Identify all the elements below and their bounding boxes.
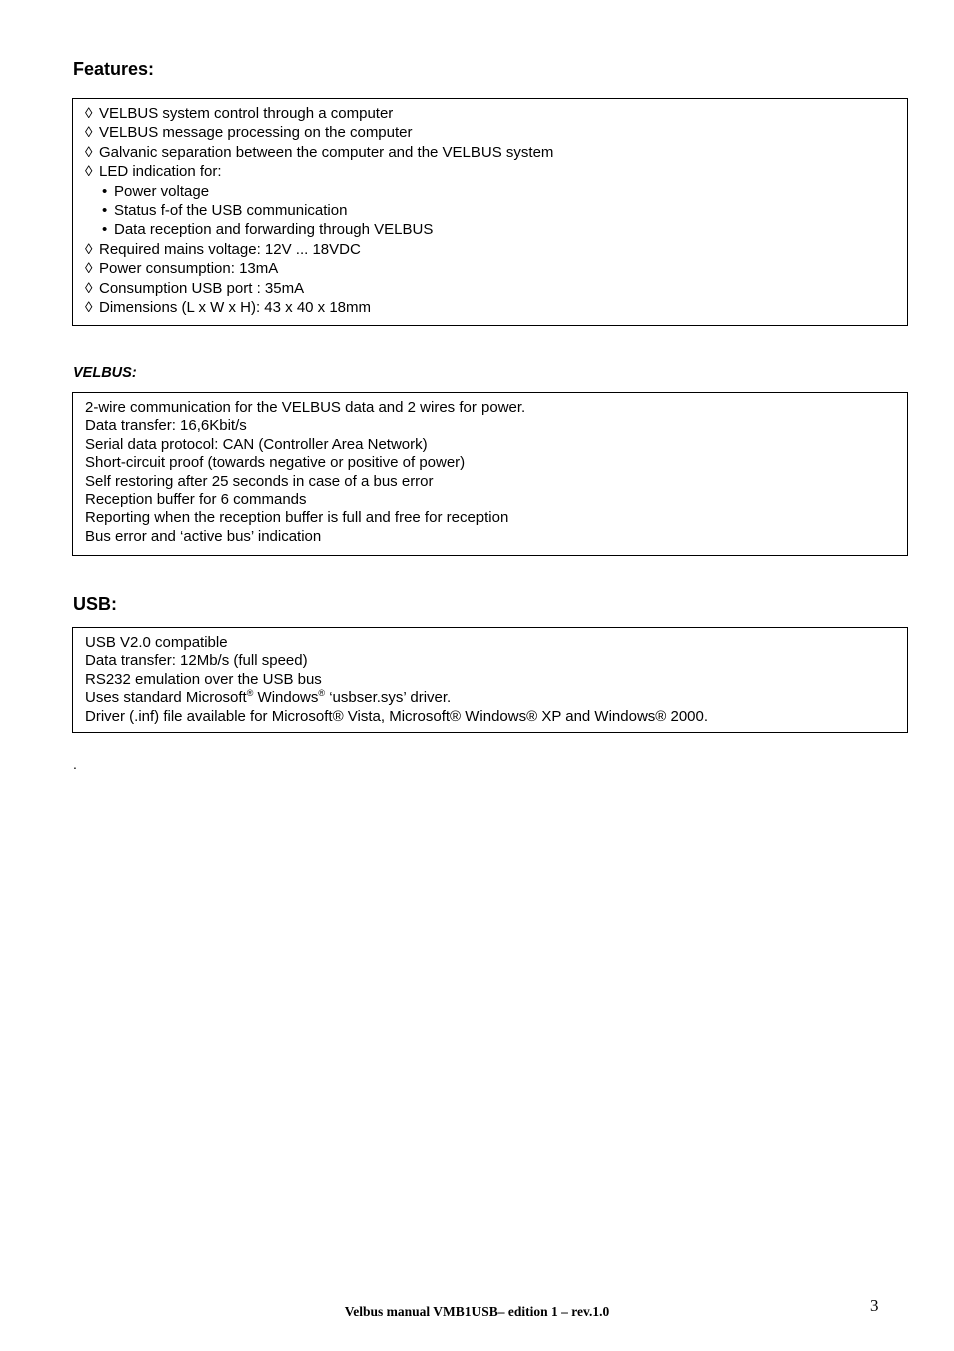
diamond-icon: ◊ bbox=[85, 299, 93, 317]
registered-mark: ® bbox=[246, 688, 254, 699]
diamond-icon: ◊ bbox=[85, 124, 93, 142]
bullet-icon: • bbox=[102, 221, 108, 239]
diamond-icon: ◊ bbox=[85, 163, 93, 181]
velbus-line: Serial data protocol: CAN (Controller Area Network) bbox=[85, 435, 428, 453]
features-heading: Features: bbox=[73, 59, 155, 79]
velbus-line: Short-circuit proof (towards negative or positive of power) bbox=[85, 454, 466, 472]
usb-line: Driver (.inf) file available for Microsoft® Vista, Microsoft® Windows® XP and Windows® 2000. bbox=[85, 707, 709, 725]
diamond-icon: ◊ bbox=[85, 279, 93, 297]
usb-line: Data transfer: 12Mb/s (full speed) bbox=[85, 652, 308, 670]
feature-item: ◊ Galvanic separation between the computer and the VELBUS system bbox=[85, 143, 554, 161]
diamond-icon: ◊ bbox=[85, 240, 93, 258]
led-subitem: • Status f-of the USB communication bbox=[102, 202, 348, 220]
velbus-line: Reception buffer for 6 commands bbox=[85, 491, 307, 509]
velbus-line: 2-wire communication for the VELBUS data and 2 wires for power. bbox=[85, 399, 526, 416]
features-box bbox=[72, 98, 908, 326]
feature-item: ◊ VELBUS system control through a computer bbox=[85, 105, 394, 122]
velbus-line: Bus error and ‘active bus’ indication bbox=[85, 527, 322, 545]
usb-heading: USB: bbox=[73, 594, 117, 614]
usb-line: USB V2.0 compatible bbox=[85, 634, 228, 651]
feature-item: ◊ VELBUS message processing on the computer bbox=[85, 124, 413, 142]
diamond-icon: ◊ bbox=[85, 105, 93, 122]
usb-driver-line: Uses standard Microsoft® Windows® ‘usbser.sys’ driver. bbox=[85, 688, 452, 707]
diamond-icon: ◊ bbox=[85, 260, 93, 278]
stray-dot: . bbox=[73, 756, 77, 772]
velbus-heading: VELBUS: bbox=[73, 365, 137, 381]
bullet-icon: • bbox=[102, 182, 108, 200]
diamond-icon: ◊ bbox=[85, 143, 93, 161]
feature-item: ◊ LED indication for: bbox=[85, 163, 222, 181]
usb-box bbox=[72, 627, 908, 733]
registered-mark: ® bbox=[318, 688, 326, 699]
led-subitem: • Data reception and forwarding through VELBUS bbox=[102, 221, 434, 239]
led-subitem: • Power voltage bbox=[102, 182, 210, 200]
velbus-line: Reporting when the reception buffer is full and free for reception bbox=[85, 509, 509, 527]
page-number: 3 bbox=[870, 1296, 879, 1315]
feature-item: ◊ Required mains voltage: 12V ... 18VDC bbox=[85, 240, 361, 258]
velbus-line: Self restoring after 25 seconds in case of a bus error bbox=[85, 472, 434, 490]
velbus-box bbox=[72, 392, 908, 556]
footer-text: Velbus manual VMB1USB– edition 1 – rev.1.0 bbox=[344, 1304, 610, 1319]
velbus-line: Data transfer: 16,6Kbit/s bbox=[85, 417, 247, 435]
feature-item: ◊ Power consumption: 13mA bbox=[85, 260, 279, 278]
usb-line: RS232 emulation over the USB bus bbox=[85, 670, 322, 688]
feature-item: ◊ Dimensions (L x W x H): 43 x 40 x 18mm bbox=[85, 299, 372, 317]
bullet-icon: • bbox=[102, 202, 108, 220]
feature-item: ◊ Consumption USB port : 35mA bbox=[85, 279, 305, 297]
